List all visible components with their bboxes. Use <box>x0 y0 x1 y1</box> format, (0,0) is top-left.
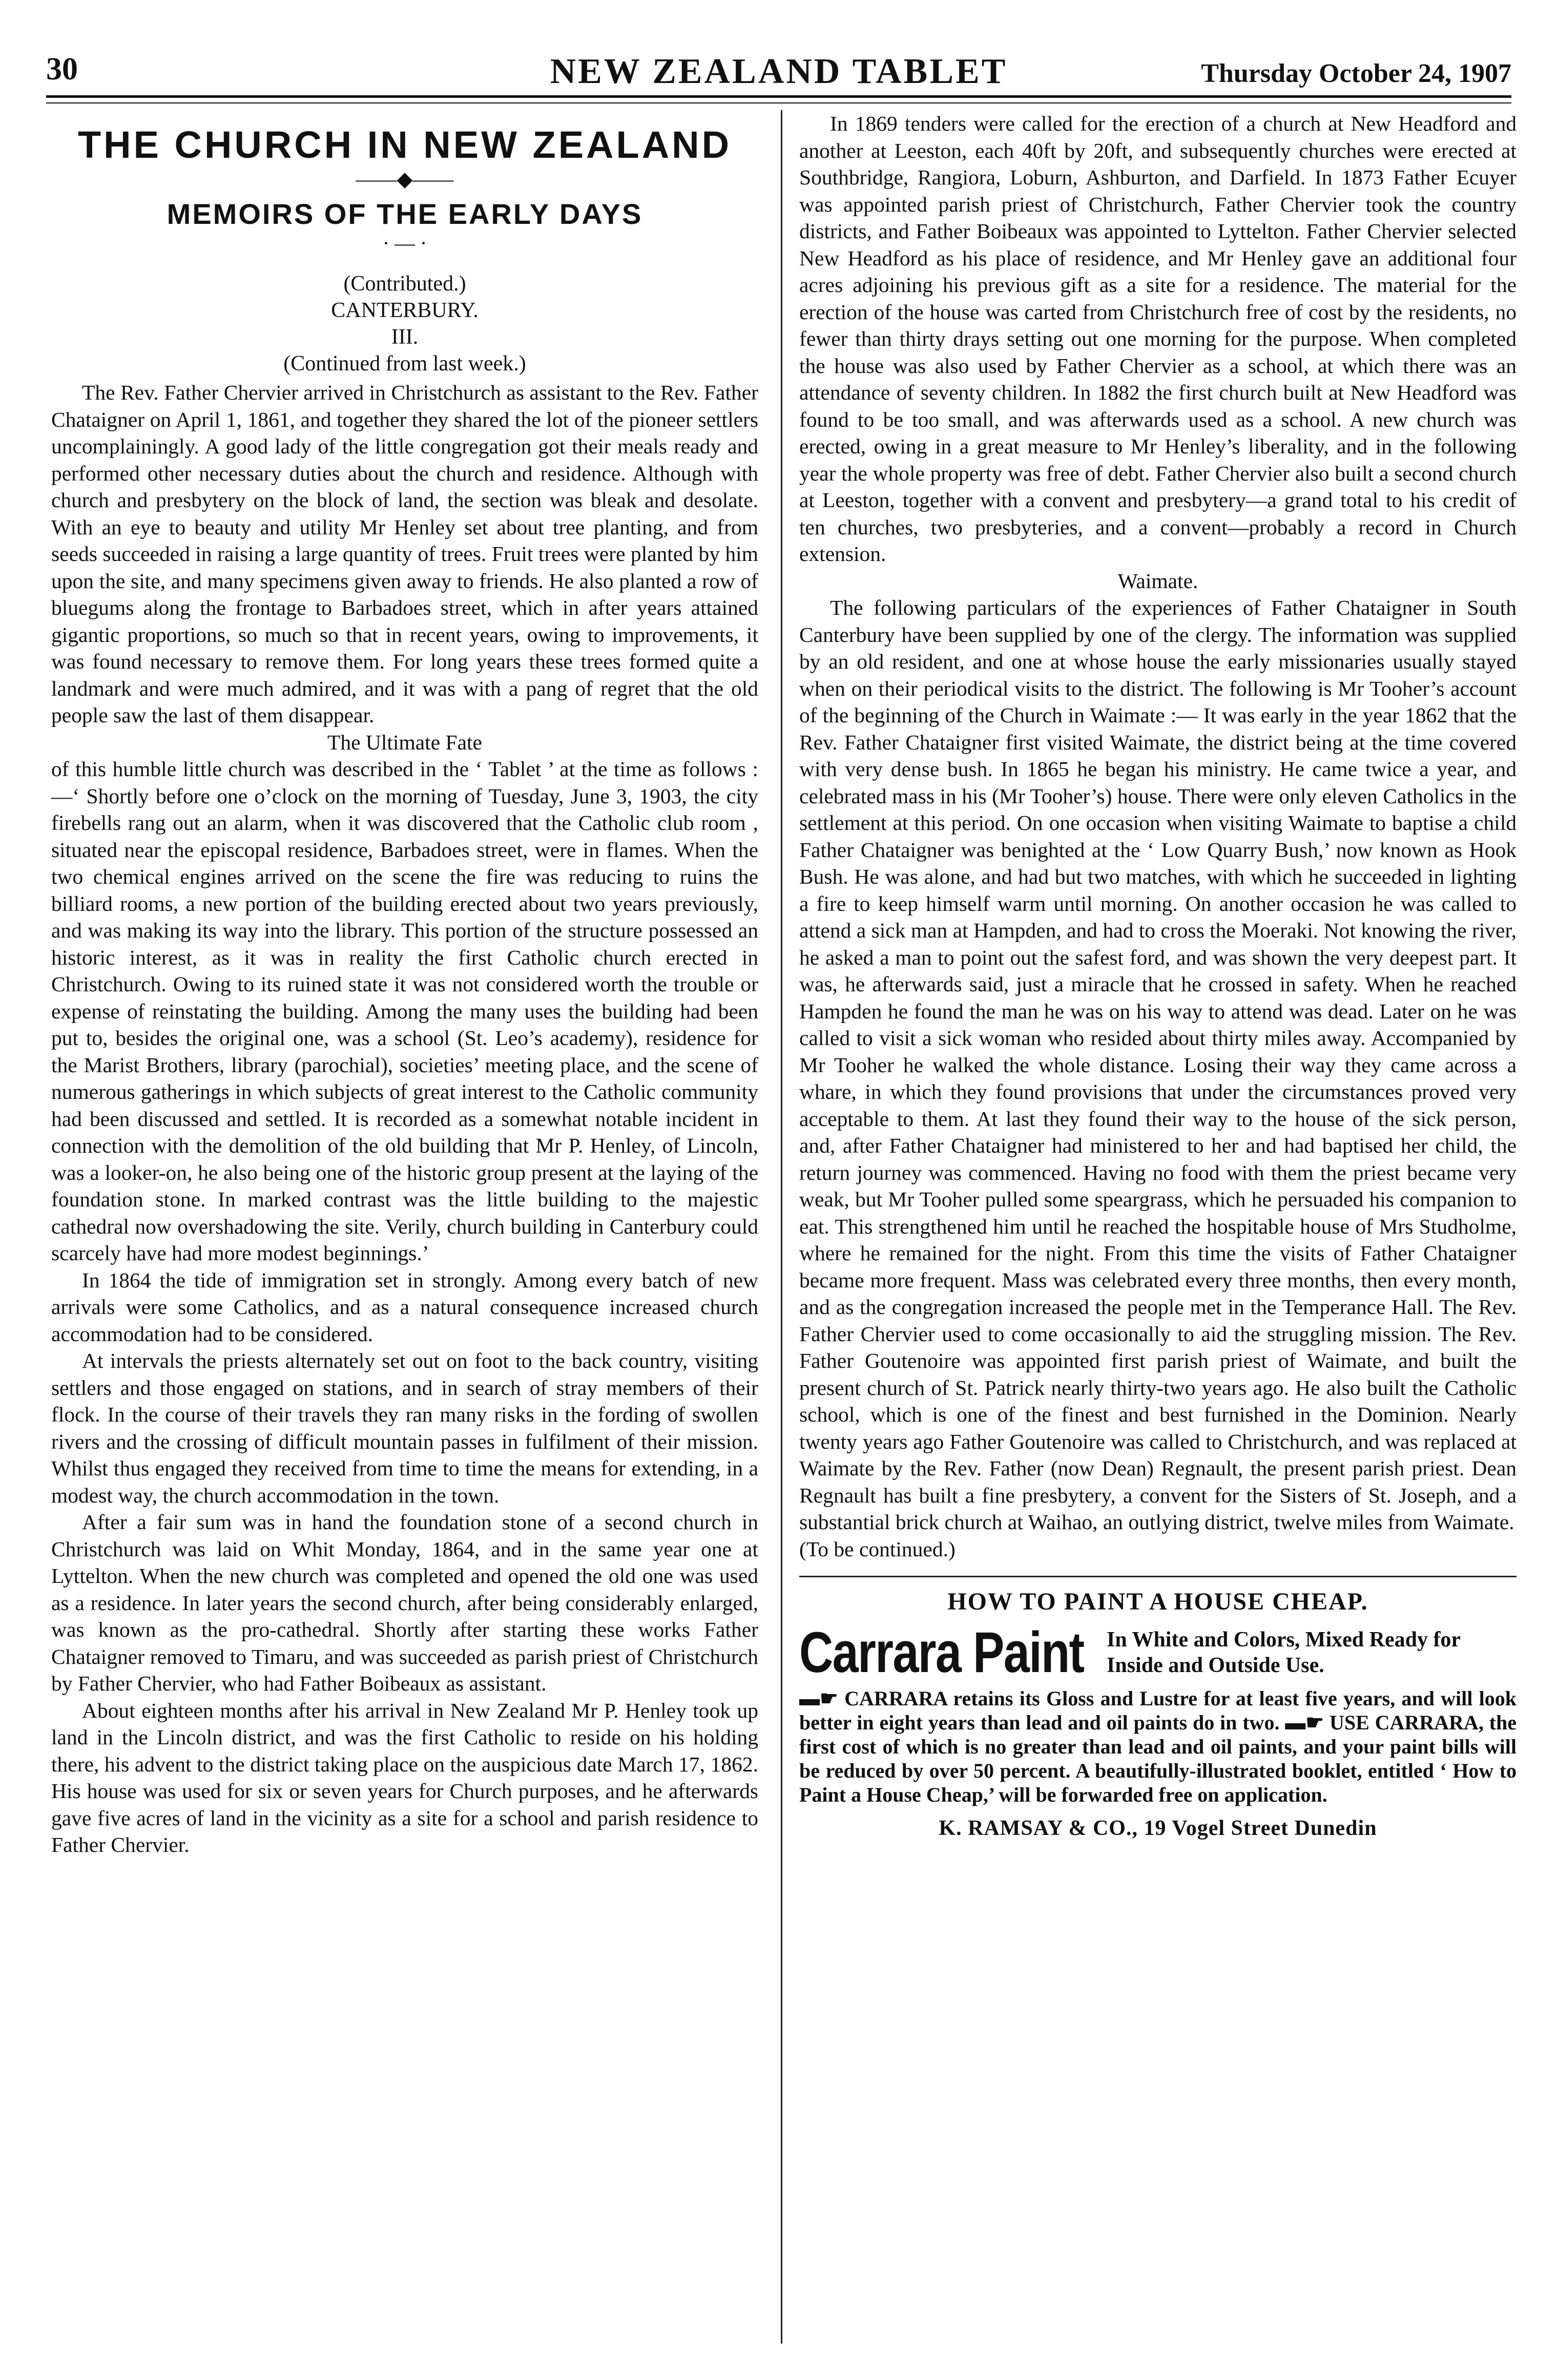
title-ornament: ——◆—— <box>356 168 454 191</box>
article-body-right <box>799 110 1517 1562</box>
advert-brand-row <box>799 1622 1517 1683</box>
series-heading: CANTERBURY. <box>331 299 479 322</box>
subtitle-ornament: · — · <box>382 232 427 255</box>
issue-date: Thursday October 24, 1907 <box>1201 59 1511 88</box>
masthead-rule-thin <box>46 102 1511 103</box>
carrara-advertisement <box>799 1588 1517 1841</box>
paragraph: At intervals the priests alternately set out on foot to the back country, visiting settlers and those engaged on stations, and in search of stray members of their flock. In the course of their travels they ran many risks in the fording of swollen rivers and the crossing of difficult mountain passes in fulfilment of their mission. Whilst thus engaged they received from time to time the means for extending, in a modest way, the church accommodation in the town. <box>51 1349 758 1507</box>
article-title: THE CHURCH IN NEW ZEALAND <box>77 123 732 166</box>
masthead-rule <box>46 95 1511 98</box>
paragraph: After a fair sum was in hand the foundation stone of a second church in Christchurch was laid on Whit Monday, 1864, and in the same year one at Lyttelton. When the new church was completed and opened the old one was used as a residence. In later years the second church, after being considerably enlarged, was known as the pro-cathedral. Shortly after starting these works Father Chataigner removed to Timaru, and was succeeded as parish priest of Christchurch by Father Chervier, who had Father Boibeaux as assistant. <box>51 1510 758 1695</box>
part-number: III. <box>391 325 419 349</box>
paragraph: The Rev. Father Chervier arrived in Christchurch as assistant to the Rev. Father Chataigner on April 1, 1861, and together they shared the lot of the pioneer settlers uncomplainingly. A good lady of the little congregation got their meals ready and performed other necessary duties about the church and residence. Although with church and presbytery on the block of land, the section was bleak and desolate. With an eye to beauty and utility Mr Henley set about tree planting, and from seeds succeeded in raising a large quantity of trees. Fruit trees were planted by him upon the site, and many specimens given away to friends. He also planted a row of bluegums along the frontage to Barbadoes street, which in after years attained gigantic proportions, so much so that in recent years, owing to improvements, it was found necessary to remove them. For long years these trees formed quite a landmark and were much admired, and it was with a pang of regret that the old people saw the last of them disappear. <box>51 381 758 727</box>
section-heading: Waimate. <box>1117 569 1198 593</box>
advert-body: ▬☛ CARRARA retains its Gloss and Lustre for at least five years, and will look better in eight years than lead and oil paints do in two. ▬☛ USE CARRARA, the first cost of which is no greater than lead and oil paints, and your paint bills will be reduced by over 50 percent. A beautifully-illustrated booklet, entitled ‘ How to Paint a House Cheap,’ will be forwarded free on application. <box>799 1687 1517 1806</box>
advert-address: K. RAMSAY & CO., 19 Vogel Street Dunedin <box>939 1817 1377 1840</box>
article-subtitle: MEMOIRS OF THE EARLY DAYS <box>167 198 643 230</box>
right-column <box>799 110 1517 1841</box>
article-body-left <box>51 379 758 1859</box>
page-number: 30 <box>46 52 78 87</box>
section-heading: The Ultimate Fate <box>327 730 482 754</box>
publication-title: NEW ZEALAND TABLET <box>550 52 1008 91</box>
paragraph: The following particulars of the experiences of Father Chataigner in South Canterbury have been supplied by one of the clergy. The information was supplied by an old resident, and one at whose house the early missionaries usually stayed when on their periodical visits to the district. The following is Mr Tooher’s account of the beginning of the Church in Waimate :— It was early in the year 1862 that the Rev. Father Chataigner first visited Waimate, the district being at the time covered with very dense bush. In 1865 he began his ministry. He came twice a year, and celebrated mass in his (Mr Tooher’s) house. There were only eleven Catholics in the settlement at this period. On one occasion when visiting Waimate to baptise a child Father Chataigner was benighted at the ‘ Low Quarry Bush,’ now known as Hook Bush. He was alone, and had but two matches, with which he succeeded in lighting a fire to keep himself warm until morning. On another occasion he was called to attend a sick man at Hampden, and had to cross the Moeraki. Not knowing the river, he asked a man to point out the safest ford, and was shown the very deepest part. It was, he afterwards said, just a miracle that he crossed in safety. When he reached Hampden he found the man he was on his way to attend was dead. Later on he was called to visit a sick woman who resided about thirty miles away. Accompanied by Mr Tooher he walked the whole distance. Losing their way they came across a whare, in which they found provisions that under the circumstances proved very acceptable to them. At last they found their way to the house of the sick person, and, after Father Chataigner had ministered to her and had baptised her child, the return journey was commenced. Having no food with them the priest became very weak, but Mr Tooher pulled some speargrass, which he persuaded his companion to eat. This strengthened him until he reached the hospitable house of Mrs Studholme, where he remained for the night. From this time the visits of Father Chataigner became more frequent. Mass was celebrated every three months, then every month, and as the congregation increased the people met in the Temperance Hall. The Rev. Father Chervier used to come occasionally to aid the struggling mission. The Rev. Father Goutenoire was appointed first parish priest of Waimate, and built the present church of St. Patrick nearly thirty-two years ago. He also built the Catholic school, which is one of the finest and best furnished in the Dominion. Nearly twenty years ago Father Goutenoire was called to Christchurch, and was replaced at Waimate by the Rev. Father (now Dean) Regnault, the present parish priest. Dean Regnault has built a fine presbytery, a convent for the Sisters of St. Joseph, and a substantial brick church at Waihao, an outlying district, twelve miles from Waimate. <box>799 596 1517 1534</box>
advert-headline: HOW TO PAINT A HOUSE CHEAP. <box>947 1588 1368 1615</box>
paragraph: of this humble little church was described in the ‘ Tablet ’ at the time as follows :—‘ Shortly before one o’clock on the morning of Tuesday, June 3, 1903, the city firebells rang out an alarm, when it was discovered that the Catholic club room , situated near the episcopal residence, Barbadoes street, were in flames. When the two chemical engines arrived on the scene the fire was reducing to ruins the billiard rooms, a new portion of the building erected about two years previously, and was making its way into the library. This portion of the structure possessed an historic interest, as it was in reality the first Catholic church erected in Christchurch. Owing to its ruined state it was not considered worth the trouble or expense of reinstating the building. Among the many uses the building had been put to, besides the original one, was a school (St. Leo’s academy), residence for the Marist Brothers, library (parochial), societies’ meeting place, and the scene of numerous gatherings in which subjects of great interest to the Catholic community had been discussed and settled. It is recorded as a somewhat notable incident in connection with the demolition of the old building that Mr P. Henley, of Lincoln, was a looker-on, he also being one of the historic group present at the laying of the foundation stone. In marked contrast was the little building to the majestic cathedral now overshadowing the site. Verily, church building in Canterbury could scarcely have had more modest beginnings.’ <box>51 757 758 1265</box>
paragraph: In 1869 tenders were called for the erection of a church at New Headford and another at Leeston, each 40ft by 20ft, and subsequently churches were erected at Southbridge, Rangiora, Loburn, Ashburton, and Darfield. In 1873 Father Ecuyer was appointed parish priest of Christchurch, Father Chervier took the country districts, and Father Boibeaux was appointed to Lyttelton. Father Chervier selected New Headford as his place of residence, and Mr Henley gave an additional four acres adjoining his previous gift as a site for a residence. The material for the erection of the house was carted from Christchurch free of cost by the residents, no fewer than thirty drays setting out one morning for the purpose. When completed the house was also used by Father Chervier as a school, at which there was an attendance of seventy children. In 1882 the first church built at New Headford was found to be too small, and was afterwards used as a school. A new church was erected, owing in a great measure to Mr Henley’s liberality, and in the following year the whole property was free of debt. Father Chervier also built a second church at Leeston, together with a convent and presbytery—a grand total to his credit of ten churches, two presbyteries, and a convent—probably a record in Church extension. <box>799 112 1517 566</box>
continued-note: (Continued from last week.) <box>283 352 526 375</box>
advert-tagline <box>1107 1627 1461 1678</box>
to-be-continued: (To be continued.) <box>799 1537 956 1561</box>
byline: (Contributed.) <box>343 272 466 296</box>
advert-tagline-line: Inside and Outside Use. <box>1107 1654 1324 1677</box>
paragraph: In 1864 the tide of immigration set in strongly. Among every batch of new arrivals were some Catholics, and as a natural consequence increased church accommodation had to be considered. <box>51 1268 758 1346</box>
column-divider <box>781 110 782 2344</box>
masthead <box>46 51 1511 102</box>
paragraph: About eighteen months after his arrival in New Zealand Mr P. Henley took up land in the Lincoln district, and was the first Catholic to reside on his holding there, his advent to the district taking place on the auspicious date March 17, 1862. His house was used for six or seven years for Church purposes, and he afterwards gave five acres of land in the vicinity as a site for a school and parish residence to Father Chervier. <box>51 1698 758 1856</box>
left-column <box>51 110 758 1859</box>
advert-separator <box>799 1576 1517 1577</box>
advert-tagline-line: In White and Colors, Mixed Ready for <box>1107 1628 1461 1652</box>
advert-brand: Carrara Paint <box>799 1620 1084 1684</box>
